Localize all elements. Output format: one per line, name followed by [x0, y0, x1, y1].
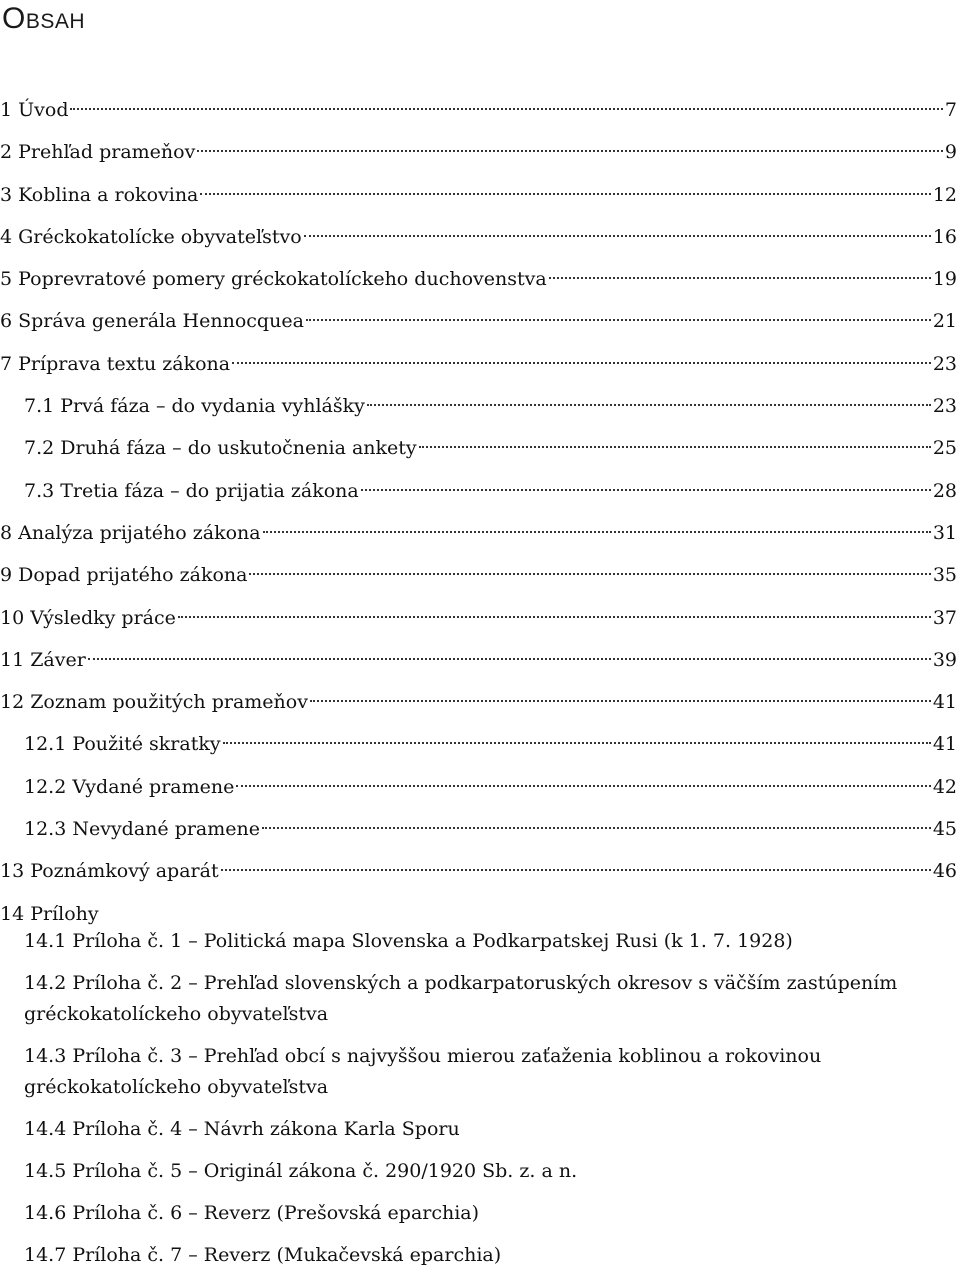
dot-leader [70, 108, 942, 110]
annex-item[interactable]: 14.4 Príloha č. 4 – Návrh zákona Karla Sporu [24, 1118, 460, 1140]
toc-entry-label: 12 Zoznam použitých prameňov [0, 691, 308, 714]
annex-item[interactable]: 14.3 Príloha č. 3 – Prehľad obcí s najvyššou mierou zaťaženia koblinou a rokovinou gréckokatolíckeho obyvateľstva [24, 1045, 822, 1098]
toc-entry[interactable] [0, 850, 960, 892]
toc-entry[interactable] [0, 512, 960, 554]
toc-entry-label: 12.2 Vydané pramene [24, 775, 235, 798]
annex-item[interactable]: 14.6 Príloha č. 6 – Reverz (Prešovská eparchia) [24, 1202, 480, 1224]
toc-entry[interactable] [0, 427, 960, 469]
toc-entry-label: 4 Gréckokatolícke obyvateľstvo [0, 225, 302, 248]
toc-entry-label: 7 Príprava textu zákona [0, 352, 231, 375]
toc-entry-label: 13 Poznámkový aparát [0, 860, 219, 883]
dot-leader [419, 446, 931, 448]
dot-leader [367, 404, 931, 406]
dot-leader [221, 869, 931, 871]
toc-entry[interactable] [0, 681, 960, 723]
toc-entry-label: 12.3 Nevydané pramene [24, 818, 261, 841]
dot-leader [88, 658, 931, 660]
toc-entry-page: 31 [932, 521, 957, 544]
dot-leader [178, 616, 931, 618]
toc-entry[interactable] [0, 131, 960, 173]
toc-entry[interactable] [0, 723, 960, 765]
dot-leader [310, 700, 931, 702]
annex-item[interactable]: 14.7 Príloha č. 7 – Reverz (Mukačevská eparchia) [24, 1244, 502, 1266]
toc-entry-page: 16 [932, 225, 957, 248]
toc-entry[interactable] [0, 385, 960, 427]
table-of-contents [0, 89, 960, 935]
toc-entry[interactable] [0, 766, 960, 808]
toc-entry-label: 5 Poprevratové pomery gréckokatolíckeho duchovenstva [0, 268, 547, 291]
dot-leader [223, 742, 931, 744]
dot-leader [361, 489, 931, 491]
toc-entry-page: 35 [932, 564, 957, 587]
toc-entry-label: 6 Správa generála Hennocquea [0, 310, 304, 333]
dot-leader [263, 531, 931, 533]
annex-list [24, 926, 944, 1282]
toc-entry-label: 7.1 Prvá fáza – do vydania vyhlášky [24, 395, 365, 418]
toc-entry-label: 7.2 Druhá fáza – do uskutočnenia ankety [24, 437, 417, 460]
annex-item[interactable]: 14.5 Príloha č. 5 – Originál zákona č. 290/1920 Sb. z. a n. [24, 1160, 578, 1182]
dot-leader [549, 277, 931, 279]
toc-entry-page: 37 [932, 606, 957, 629]
toc-entry-label: 3 Koblina a rokovina [0, 183, 199, 206]
dot-leader [262, 827, 931, 829]
toc-entry[interactable] [0, 89, 960, 131]
toc-entry[interactable] [0, 639, 960, 681]
toc-entry-page: 19 [932, 268, 957, 291]
toc-entry-label: 8 Analýza prijatého zákona [0, 521, 261, 544]
toc-entry-page: 42 [932, 775, 957, 798]
page-title: Obsah [2, 2, 86, 35]
dot-leader [249, 573, 930, 575]
toc-entry-page: 23 [932, 395, 957, 418]
toc-entry-page: 21 [932, 310, 957, 333]
toc-entry[interactable] [0, 343, 960, 385]
toc-entry[interactable] [0, 554, 960, 596]
dot-leader [304, 235, 931, 237]
toc-entry-page: 9 [944, 141, 957, 164]
toc-entry-page: 39 [932, 648, 957, 671]
dot-leader [306, 319, 931, 321]
dot-leader [197, 150, 943, 152]
toc-entry-label: 12.1 Použité skratky [24, 733, 221, 756]
toc-entry-label: 9 Dopad prijatého zákona [0, 564, 248, 587]
toc-entry-page: 46 [932, 860, 957, 883]
toc-entry[interactable] [0, 300, 960, 342]
annex-heading[interactable]: 14 Prílohy [0, 902, 99, 925]
toc-entry-label: 2 Prehľad prameňov [0, 141, 196, 164]
annex-item[interactable]: 14.1 Príloha č. 1 – Politická mapa Slovenska a Podkarpatskej Rusi (k 1. 7. 1928) [24, 930, 793, 952]
toc-entry-label: 7.3 Tretia fáza – do prijatia zákona [24, 479, 359, 502]
toc-entry-page: 23 [932, 352, 957, 375]
toc-entry-page: 12 [932, 183, 957, 206]
annex-item[interactable]: 14.2 Príloha č. 2 – Prehľad slovenských a podkarpatoruských okresov s väčším zastúpením gréckokatolíckeho obyvateľstva [24, 972, 898, 1025]
toc-entry-label: 10 Výsledky práce [0, 606, 176, 629]
toc-entry[interactable] [0, 470, 960, 512]
toc-entry[interactable] [0, 174, 960, 216]
toc-entry[interactable] [0, 216, 960, 258]
toc-entry-page: 41 [932, 691, 957, 714]
toc-entry[interactable] [0, 597, 960, 639]
dot-leader [200, 193, 930, 195]
toc-entry-page: 28 [932, 479, 957, 502]
toc-entry-page: 45 [932, 818, 957, 841]
dot-leader [232, 362, 931, 364]
toc-entry-label: 1 Úvod [0, 99, 69, 121]
toc-entry[interactable] [0, 808, 960, 850]
toc-entry-label: 11 Záver [0, 648, 86, 671]
toc-entry[interactable] [0, 258, 960, 300]
dot-leader [236, 785, 930, 787]
toc-entry-page: 7 [944, 99, 957, 121]
toc-entry-page: 25 [932, 437, 957, 460]
toc-entry-page: 41 [932, 733, 957, 756]
